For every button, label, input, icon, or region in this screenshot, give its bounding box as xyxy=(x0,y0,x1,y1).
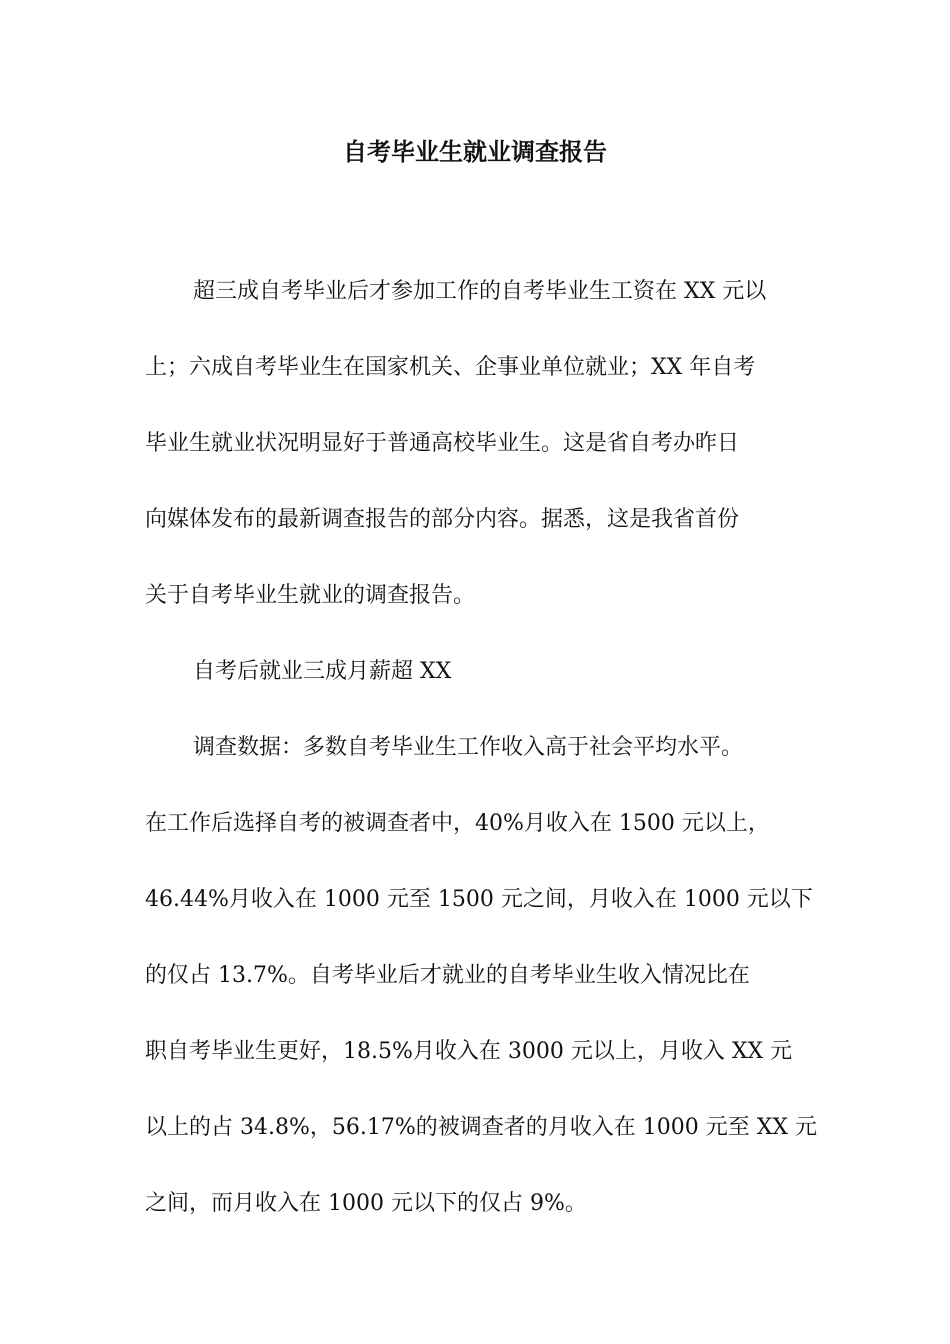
text-line: 上；六成自考毕业生在国家机关、企事业单位就业；XX 年自考 xyxy=(145,355,756,380)
text-line: 46.44%月收入在 1000 元至 1500 元之间，月收入在 1000 元以下 xyxy=(145,887,813,912)
text-line: 自考后就业三成月薪超 XX xyxy=(193,659,452,684)
text-line: 超三成自考毕业后才参加工作的自考毕业生工资在 XX 元以 xyxy=(193,279,767,304)
text-line: 向媒体发布的最新调查报告的部分内容。据悉，这是我省首份 xyxy=(145,507,740,532)
document-title: 自考毕业生就业调查报告 xyxy=(343,137,607,166)
document-body xyxy=(145,254,818,1242)
text-line: 的仅占 13.7%。自考毕业后才就业的自考毕业生收入情况比在 xyxy=(145,963,750,988)
text-line: 调查数据：多数自考毕业生工作收入高于社会平均水平。 xyxy=(193,735,744,760)
text-line: 职自考毕业生更好，18.5%月收入在 3000 元以上，月收入 XX 元 xyxy=(145,1039,793,1064)
text-line: 以上的占 34.8%，56.17%的被调查者的月收入在 1000 元至 XX 元 xyxy=(145,1115,818,1140)
paragraph-intro xyxy=(145,254,813,634)
text-line: 关于自考毕业生就业的调查报告。 xyxy=(145,583,476,608)
paragraph-survey-data xyxy=(145,710,818,1242)
text-line: 毕业生就业状况明显好于普通高校毕业生。这是省自考办昨日 xyxy=(145,431,740,456)
text-line: 之间，而月收入在 1000 元以下的仅占 9%。 xyxy=(145,1191,587,1216)
text-line: 在工作后选择自考的被调查者中，40%月收入在 1500 元以上， xyxy=(145,811,770,836)
section-heading xyxy=(145,634,813,710)
